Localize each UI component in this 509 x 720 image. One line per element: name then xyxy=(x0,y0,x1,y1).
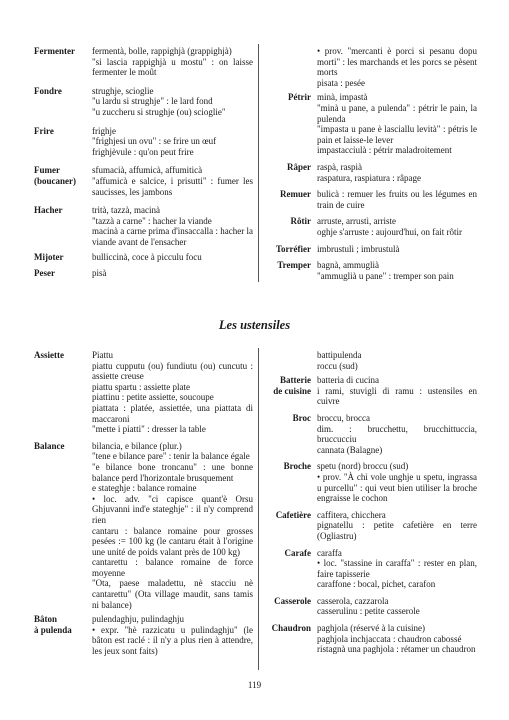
definition-line: strughje, scioglie xyxy=(92,85,154,96)
dictionary-entry xyxy=(34,205,253,247)
definition-line: frighje xyxy=(92,125,116,136)
definition-line: ristagnà una paghjola : rétamer un chaudron xyxy=(317,644,476,655)
entry-definitions xyxy=(92,46,253,78)
entry-definitions xyxy=(317,375,477,407)
definition-line: oghje s'arruste : aujourd'hui, on fait rôtir xyxy=(317,226,462,237)
entry-term: Hacher xyxy=(34,205,63,216)
dictionary-entry xyxy=(34,252,253,263)
entry-term: Batterie de cuisine xyxy=(273,375,311,396)
definition-line: "affumicà e salcice, i prisutti" : fumer les saucisses, les jambons xyxy=(92,175,253,197)
definition-line: macinà a carne prima d'insaccalla : hacher la viande avant de l'ensacher xyxy=(92,226,253,247)
entry-definitions xyxy=(317,189,477,210)
definition-line: cantaru : balance romaine pour grosses pesées := 100 kg (le cantaru était à l'origine une unité de poids valant près de 100 kg) xyxy=(92,525,253,557)
definition-line: "Ota, paese maladettu, nè stacciu nè cantarettu" (Ota village maudit, sans tamis ni balance) xyxy=(92,578,253,610)
definition-line: batteria di cucina xyxy=(317,375,379,386)
definition-line: raspà, raspià xyxy=(317,161,362,172)
entry-term: Bâton à pulenda xyxy=(34,614,72,635)
entry-definitions xyxy=(317,596,477,617)
dictionary-entry xyxy=(34,46,253,78)
entry-definitions xyxy=(317,244,477,255)
definition-line: "mette i piatti" : dresser la table xyxy=(92,424,206,435)
dictionary-entry xyxy=(263,350,477,371)
dictionary-entry xyxy=(263,375,477,407)
definition-line: impastacciulà : pétrir maladroitement xyxy=(317,145,452,156)
definition-line: arruste, arrustì, arriste xyxy=(317,216,396,227)
dictionary-entry xyxy=(263,189,477,210)
entry-term: Balance xyxy=(34,440,65,451)
definition-line: pulendaghju, pulindaghju xyxy=(92,614,184,625)
definition-line: raspatura, raspiatura : râpage xyxy=(317,172,421,183)
definition-line: piattata : platée, assiettée, una piattata di maccaroni xyxy=(92,402,253,424)
entry-definitions xyxy=(92,268,253,279)
definition-line: "u zuccheru si strughje (ou) scioglie" xyxy=(92,106,226,117)
definition-line: fermentà, bolle, rappighjà (grappighjà) xyxy=(92,46,232,56)
definition-line: battipulenda xyxy=(317,350,362,360)
entry-definitions xyxy=(92,350,253,435)
dictionary-entry xyxy=(263,623,477,655)
entry-term: Casserole xyxy=(274,595,311,606)
entry-definitions xyxy=(317,623,477,655)
entry-definitions xyxy=(317,216,477,237)
entry-term: Chaudron xyxy=(271,623,311,634)
bottom-right-column xyxy=(263,350,477,655)
entry-definitions xyxy=(317,46,477,88)
entry-term xyxy=(263,350,317,371)
top-right-column xyxy=(263,46,477,281)
definition-line: bilancia, e bilance (plur.) xyxy=(92,440,182,451)
definition-line: "minà u pane, a pulenda" : pétrir le pain, la pulenda xyxy=(317,102,477,124)
entry-definitions xyxy=(317,413,477,455)
dictionary-entry xyxy=(263,260,477,281)
entry-term: Peser xyxy=(34,268,55,279)
definition-line: frighjèvule : qu'on peut frire xyxy=(92,146,194,157)
definition-line: spetu (nord) broccu (sud) xyxy=(317,461,409,472)
dictionary-entry xyxy=(34,165,253,197)
entry-term: Remuer xyxy=(280,189,311,200)
definition-line: imbrustulì ; imbrustulà xyxy=(317,243,400,254)
dictionary-entry xyxy=(263,244,477,255)
definition-line: casserola, cazzarola xyxy=(317,595,389,606)
definition-line: Piattu xyxy=(92,350,114,360)
entry-definitions xyxy=(92,205,253,247)
entry-definitions xyxy=(317,350,477,371)
definition-line: "u lardu si strughje" : le lard fond xyxy=(92,96,213,107)
entry-term: Assiette xyxy=(34,350,64,360)
definition-line: bulliccinà, coce à picculu focu xyxy=(92,251,202,262)
entry-term: Pétrir xyxy=(288,92,311,103)
entry-term: Cafetière xyxy=(275,509,311,520)
dictionary-entry xyxy=(263,596,477,617)
definition-line: "impasta u pane è lasciallu levità" : pétris le pain et laisse-le lever xyxy=(317,124,477,145)
dictionary-entry xyxy=(34,441,253,611)
dictionary-entry xyxy=(34,614,253,656)
entry-definitions xyxy=(92,252,253,263)
entry-term xyxy=(263,46,317,88)
definition-line: casserulinu : petite casserole xyxy=(317,606,420,617)
definition-line: "si lascia rappighjà u mostu" : on laisse fermenter le moût xyxy=(92,56,253,78)
definition-line: "tazzà a carne" : hacher la viande xyxy=(92,215,212,226)
entry-definitions xyxy=(317,260,477,281)
entry-definitions xyxy=(317,548,477,590)
dictionary-entry xyxy=(34,86,253,118)
definition-line: caffitera, chicchera xyxy=(317,509,386,520)
dictionary-entry xyxy=(263,510,477,542)
definition-line: pignatellu : petite cafetière en terre (Ogliastru) xyxy=(317,520,477,541)
definition-line: caraffa xyxy=(317,547,342,558)
definition-line: sfumacià, affumicà, affumiticà xyxy=(92,165,203,176)
entry-term: Mijoter xyxy=(34,251,64,262)
page-number: 119 xyxy=(247,680,262,690)
entry-definitions xyxy=(92,126,253,158)
entry-term: Tremper xyxy=(277,260,311,271)
dictionary-entry xyxy=(34,126,253,158)
dictionary-entry xyxy=(263,461,477,503)
dictionary-entry xyxy=(34,268,253,279)
definition-line: roccu (sud) xyxy=(317,360,358,371)
entry-term: Fermenter xyxy=(34,46,75,56)
definition-line: dim. : brucchettu, brucchittuccia, bruccucciu xyxy=(317,423,477,445)
definition-line: • prov. "À chì vole unghje u spetu, ingrassa u purcellu" : qui veut bien utiliser la broche engraisse le cochon xyxy=(317,471,477,504)
entry-definitions xyxy=(317,461,477,503)
definition-line: paghjola inchjaccata : chaudron cabossé xyxy=(317,633,462,644)
entry-term: Râper xyxy=(287,161,311,172)
entry-term: Rôtir xyxy=(290,216,311,227)
dictionary-entry xyxy=(34,350,253,435)
definition-line: i rami, stuvigli di ramu : ustensiles en cuivre xyxy=(317,385,477,407)
dictionary-entry xyxy=(263,548,477,590)
entry-definitions xyxy=(92,86,253,118)
entry-definitions xyxy=(317,162,477,183)
definition-line: • loc. adv. "ci capisce quant'è Orsu Ghjuvanni ind'e stateghje" : il n'y comprend rien xyxy=(92,493,253,525)
column-divider-bottom xyxy=(258,348,259,670)
definition-line: bulicà : remuer les fruits ou les légumes en train de cuire xyxy=(317,189,477,210)
dictionary-entry xyxy=(263,92,477,156)
entry-definitions xyxy=(92,614,253,656)
definition-line: caraffone : bocal, pichet, carafon xyxy=(317,579,436,590)
definition-line: piattu spartu : assiette plate xyxy=(92,381,190,392)
definition-line: cannata (Balagne) xyxy=(317,444,383,455)
column-divider-top xyxy=(258,44,259,282)
top-left-column xyxy=(34,46,253,279)
entry-term: Broche xyxy=(283,461,311,472)
definition-line: • prov. "mercanti è porci si pesanu dopu morti" : les marchands et les porcs se pèsent morts xyxy=(317,46,477,78)
definition-line: piattinu : petite assiette, soucoupe xyxy=(92,392,214,403)
dictionary-entry xyxy=(263,413,477,455)
entry-term: Fondre xyxy=(34,85,62,96)
dictionary-entry xyxy=(263,216,477,237)
definition-line: pisà xyxy=(92,268,107,279)
entry-definitions xyxy=(317,510,477,542)
entry-term: Frire xyxy=(34,125,54,136)
definition-line: broccu, brocca xyxy=(317,412,370,423)
definition-line: "tene e bilance pare" : tenir la balance égale xyxy=(92,451,250,462)
definition-line: e stateghje : balance romaine xyxy=(92,483,197,494)
definition-line: paghjola (réservé à la cuisine) xyxy=(317,623,425,634)
dictionary-entry xyxy=(263,162,477,183)
definition-line: "ammuglià u pane" : tremper son pain xyxy=(317,270,454,281)
definition-line: bagnà, ammuglià xyxy=(317,260,379,271)
definition-line: • loc. "stassine in caraffa" : rester en plan, faire tapisserie xyxy=(317,558,477,579)
entry-definitions xyxy=(317,92,477,156)
bottom-left-column xyxy=(34,350,253,657)
entry-term: Torréfier xyxy=(275,243,311,254)
definition-line: "e bilance bone troncanu" : une bonne balance perd l'horizontale brusquement xyxy=(92,461,253,483)
section-title: Les ustensiles xyxy=(218,318,291,332)
entry-term: Carafe xyxy=(284,547,311,558)
entry-definitions xyxy=(92,165,253,197)
dictionary-entry xyxy=(263,46,477,88)
entry-term: Broc xyxy=(292,412,311,423)
definition-line: • expr. "hè razzicatu u pulindaghju" (le bâton est raclé : il n'y a plus rien à attendre, les jeux sont faits) xyxy=(92,624,253,657)
definition-line: piattu cupputu (ou) fundiutu (ou) cuncutu : assiette creuse xyxy=(92,360,253,382)
definition-line: cantarettu : balance romaine de force moyenne xyxy=(92,557,253,578)
entry-term: Fumer (boucaner) xyxy=(34,165,76,186)
definition-line: minà, impastà xyxy=(317,92,368,103)
entry-definitions xyxy=(92,441,253,611)
definition-line: trità, tazzà, macinà xyxy=(92,205,160,216)
definition-line: pisata : pesée xyxy=(317,77,365,88)
definition-line: "frighjesi un ovu" : se frire un œuf xyxy=(92,136,217,147)
